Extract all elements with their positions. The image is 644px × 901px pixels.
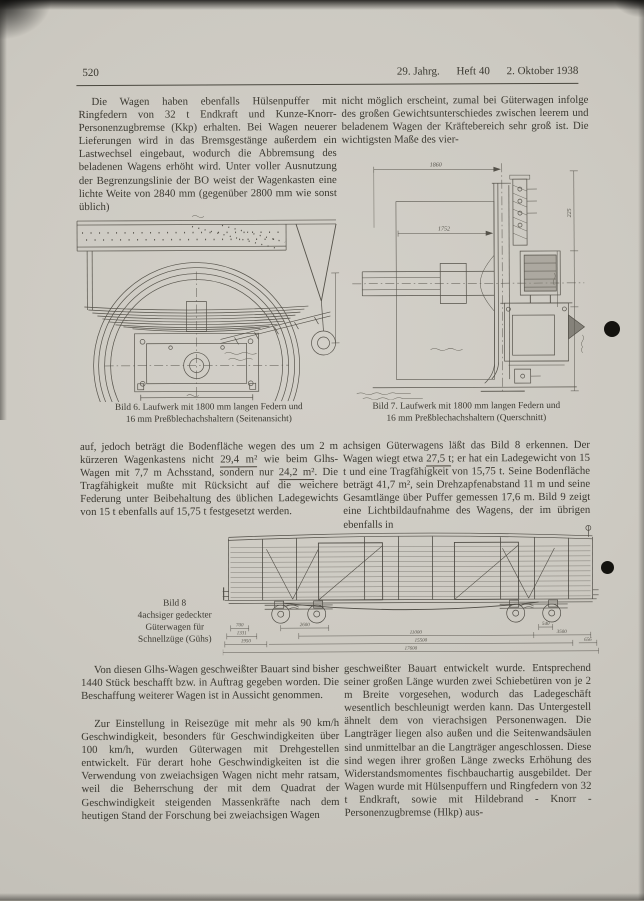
bild7-dim-1860: 1860 (430, 162, 442, 168)
dim-3500: 3500 (557, 630, 568, 635)
dim-1331: 1331 (237, 631, 247, 636)
bild7-linework (352, 163, 585, 400)
bild8-caption-line1: Bild 8 (117, 597, 233, 610)
bild6-caption (80, 402, 338, 426)
bild6-caption-line1: Bild 6. Laufwerk mit 1800 mm langen Federn und (80, 402, 338, 415)
text-run: ; er hat ein Ladegewicht von 15 t und eine Tragfähigkeit von 15,75 t. Seine Bodenfläche beträgt 41,7 m², sein Drehzapfenabstand 11 m und seine Gesamtlänge über Puffer gemessen 17,6 m. Bild 9 zeigt eine Lichtbildaufnahme des Wagens, der im übrigen ebenfalls in (343, 452, 590, 531)
bild7-caption-line1: Bild 7. Laufwerk mit 1800 mm langen Federn und (343, 401, 590, 414)
paragraph: Zur Einstellung in Reisezüge mit mehr als 90 km/h Geschwindigkeit, besonders für Geschwindigkeiten über 100 km/h, wurden Güterwagen mit Drehgestellen entwickelt. Für derart hohe Geschwindigkeiten ist die Verwendung von zweiachsigen Wagen nicht mehr ratsam, weil die Beherrschung der mit dem Quadrat der Geschwindigkeit steigenden Massenkräfte nach dem heutigen Stand der Forschung bei zweiachsigen Wagen (81, 717, 339, 823)
page-number: 520 (82, 67, 99, 79)
dim-1950: 1950 (241, 639, 252, 644)
paragraph: Die Wagen haben ebenfalls Hülsenpuffer mit Ringfedern von 32 t Endkraft und Kunze-Knorr-Personenzugbremse (Kkp) erhalten. Bei Wagen neuerer Lieferungen wird in das Bremsgestänge außerdem ein Lastwechsel eingebaut, wodurch die Abbremsung des beladenen Wagens erhöht wird. Unter voller Ausnutzung der Begrenzungslinie der BO weist der Wagenkasten eine lichte Weite von 2840 mm (gegenüber 2800 mm wie sonst üblich) (78, 95, 337, 214)
bild6-caption-line2: 16 mm Preßblechachshaltern (Seitenansicht) (80, 413, 338, 426)
bogie-right (500, 600, 568, 622)
ink-blot-mark (601, 561, 614, 574)
volume-label: 29. Jahrg. (397, 65, 440, 77)
dim-540: 540 (542, 622, 550, 627)
text-run: achsigen Güterwagens läßt das Bild 8 erkennen. Der Wagen wiegt etwa (343, 439, 590, 465)
date-label: 2. Oktober 1938 (507, 65, 579, 77)
heft-label: Heft 40 (456, 65, 489, 77)
scan-edge-right (638, 0, 644, 900)
scan-edge-left (0, 0, 7, 420)
paragraph (343, 439, 590, 532)
bild7-dim-1752: 1752 (438, 226, 450, 232)
dim-15500: 15500 (415, 639, 428, 644)
issue-line (383, 65, 579, 78)
header-rule (76, 83, 578, 86)
paragraph (80, 440, 338, 520)
paragraph: nicht möglich erscheint, zumal bei Güterwagen infolge des großen Gewichtsunterschiedes zwischen leerem und beladenem Wagen der Kräftebereich sehr groß ist. Die wichtigsten Maße des vier- (341, 94, 588, 147)
underlined-value: 29,4 m² (220, 453, 257, 467)
scan-edge-top (0, 0, 644, 10)
bild6-linework (77, 215, 340, 402)
dim-2600: 2600 (300, 623, 311, 628)
bild8-caption-line3: Güterwagen für (117, 621, 233, 634)
bild8-caption-line2: 4achsiger gedeckter (117, 609, 233, 622)
bild8-linework (222, 525, 599, 655)
scan-edge-bottom (0, 893, 644, 900)
ink-blot-mark (604, 321, 620, 337)
bild7-caption (343, 401, 590, 425)
bild6-drawing (74, 213, 340, 402)
dim-656: 656 (584, 638, 592, 643)
underlined-value: 24,2 m² (279, 466, 315, 480)
paragraph: geschweißter Bauart entwickelt wurde. Entsprechend seiner großen Länge wurden zwei Schiebetüren von je 2 m Breite vorgesehen, wodurch das Ladegeschäft wesentlich beschleunigt werden kann. Das Untergestell ähnelt dem von vierachsigen Personenwagen. Die Langträger liegen also außen und die Seitenwandsäulen sind unmittelbar an die Langträger angeschlossen. Diese sind wegen ihrer großen Länge zwecks Erhöhung des Widerstandsmomentes fischbauchartig ausgebildet. Der Wagen wurde mit Hülsenpuffern und Ringfedern von 32 t Endkraft, sowie mit Hildebrand - Knorr - Personenzugbremse (Hlkp) aus- (344, 662, 592, 820)
paragraph: Von diesen Glhs-Wagen geschweißter Bauart sind bisher 1440 Stück beschafft bzw. in Auftrag gegeben worden. Die Beschaffung weiterer Wagen ist in Aussicht genommen. (81, 663, 339, 703)
scan-corner-top-left (0, 0, 52, 40)
text-run: . Die Tragfähigkeit mußte mit Rücksicht auf die weichere Federung unter Beibehaltung des üblichen Ladegewichts von 15 t ebenfalls auf 15,75 t festgesetzt werden. (80, 466, 338, 518)
dim-11000: 11000 (410, 631, 423, 636)
text-run: auf, jedoch beträgt die Bodenfläche wegen des um 2 m kürzeren Wagenkastens nicht (80, 440, 338, 466)
dim-17600: 17600 (405, 647, 418, 652)
bild7-caption-line2: 16 mm Preßblechachshaltern (Querschnitt) (343, 412, 590, 425)
dim-700: 700 (236, 623, 244, 628)
bild8-caption (117, 597, 233, 646)
bild7-drawing (344, 155, 590, 400)
text-run: wie beim Glhs-Wagen mit 7,7 m Achsstand, sondern nur (80, 453, 338, 479)
bild7-dim-225: 225 (567, 208, 573, 217)
bild8-drawing (222, 524, 599, 656)
underlined-value: 27,5 t (426, 453, 451, 467)
bild8-caption-line4: Schnellzüge (Gühs) (117, 633, 233, 646)
